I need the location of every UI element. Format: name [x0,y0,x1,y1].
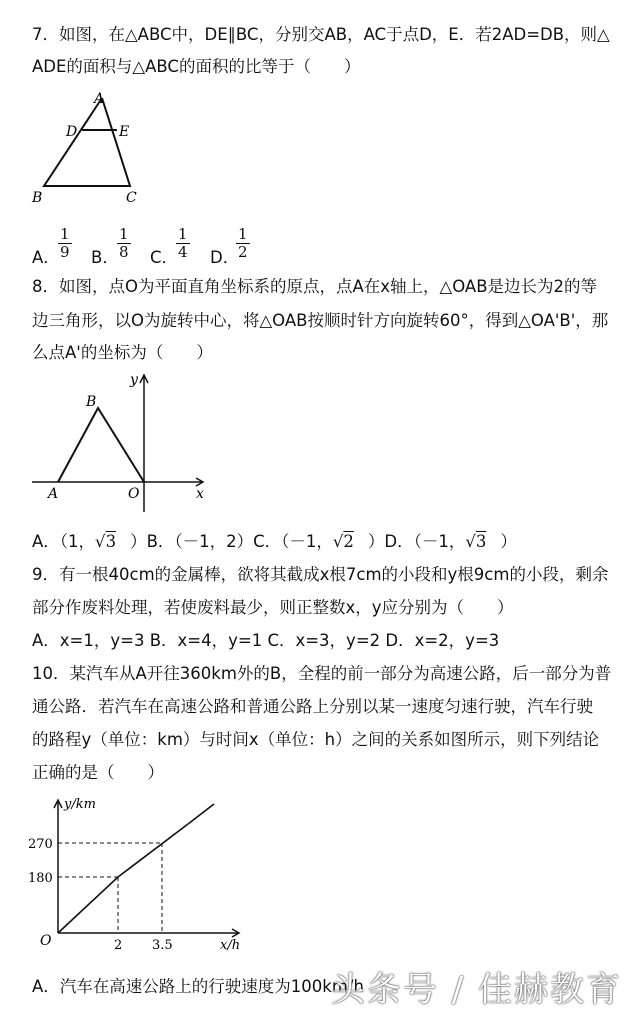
label-y: y [130,372,138,388]
q10-text-line3: 的路程y（单位：km）与时间x（单位：h）之间的关系如图所示，则下列结论 [32,730,600,749]
tick-label-180: 180 [28,871,53,886]
q8-text-line1: 8．如图，点O为平面直角坐标系的原点，点A在x轴上，△OAB是边长为2的等 [32,277,598,296]
q10-text-line4: 正确的是（ ） [32,763,164,782]
q9-text-line2: 部分作废料处理，若使废料最少，则正整数x，y应分别为（ ） [32,598,514,617]
q7-option-c-fraction: $\frac{1}{4}$ [178,225,188,261]
label-c: C [126,190,137,206]
label-d: D [66,124,78,140]
q9-text-line1: 9．有一根40cm的金属棒，欲将其截成x根7cm的小段和y根9cm的小段，剩余 [32,565,609,584]
q8-option-d-prefix: ）D．（－1， [367,532,466,551]
q10-text-line2: 通公路．若汽车在高速公路和普通公路上分别以某一速度匀速行驶，汽车行驶 [32,697,593,716]
q10-option-a: A．汽车在高速公路上的行驶速度为100km/h [32,977,364,996]
q10-distance-time-graph [28,795,248,960]
label-b: B [32,190,43,206]
label-a: A [48,486,59,502]
q8-option-a-prefix: A．（1， [32,532,96,551]
q7-option-b-letter: B． [91,248,119,267]
distance-line [58,824,188,933]
label-x: x [196,486,204,502]
x-axis-label: x/h [220,938,241,953]
q7-option-c-letter: C． [150,248,179,267]
tick-label-2: 2 [114,938,123,953]
q8-coordinate-figure [30,368,215,518]
watermark: 头条号 / 佳赫教育 [330,970,622,1010]
y-axis-label: y/km [64,797,96,812]
q7-text-line1: 7．如图，在△ABC中，DE∥BC，分别交AB，AC于点D，E．若2AD=DB，则△ [32,25,610,44]
label-e: E [119,124,130,140]
q7-option-a-letter: A． [32,248,60,267]
q7-option-d-fraction: $\frac{1}{2}$ [238,225,248,261]
q7-triangle-figure [30,88,150,208]
q8-option-a-radical: √3 [95,532,117,551]
label-b: B [86,394,97,410]
q9-options: A．x=1，y=3 B．x=4，y=1 C．x=3，y=2 D．x=2，y=3 [32,631,500,650]
q8-option-c-radical: √2 [332,532,354,551]
q8-option-d-radical: √3 [465,532,487,551]
q8-text-line2: 边三角形，以O为旋转中心，将△OAB按顺时针方向旋转60°，得到△OA'B'，那 [32,311,609,330]
triangle-oab [58,408,144,482]
q7-option-d-letter: D． [210,248,240,267]
q8-options [32,531,517,553]
q7-option-b-fraction: $\frac{1}{8}$ [119,225,129,261]
extension-line [188,804,214,824]
label-a: A [94,91,105,107]
q10-text-line1: 10．某汽车从A开往360km外的B，全程的前一部分为高速公路，后一部分为普 [32,664,612,683]
q7-text-line2: ADE的面积与△ABC的面积的比等于（ ） [32,57,361,76]
q8-option-b-c: ）B．（－1，2）C．（－1， [130,532,333,551]
tick-label-270: 270 [28,837,53,852]
label-o: O [128,486,140,502]
triangle-abc [44,98,130,186]
q7-option-a-fraction: $\frac{1}{9}$ [60,225,70,261]
q8-text-line3: 么点A'的坐标为（ ） [32,343,213,362]
tick-label-3-5: 3.5 [152,938,173,953]
q8-option-d-suffix: ） [500,532,517,551]
origin-label: O [40,933,52,949]
